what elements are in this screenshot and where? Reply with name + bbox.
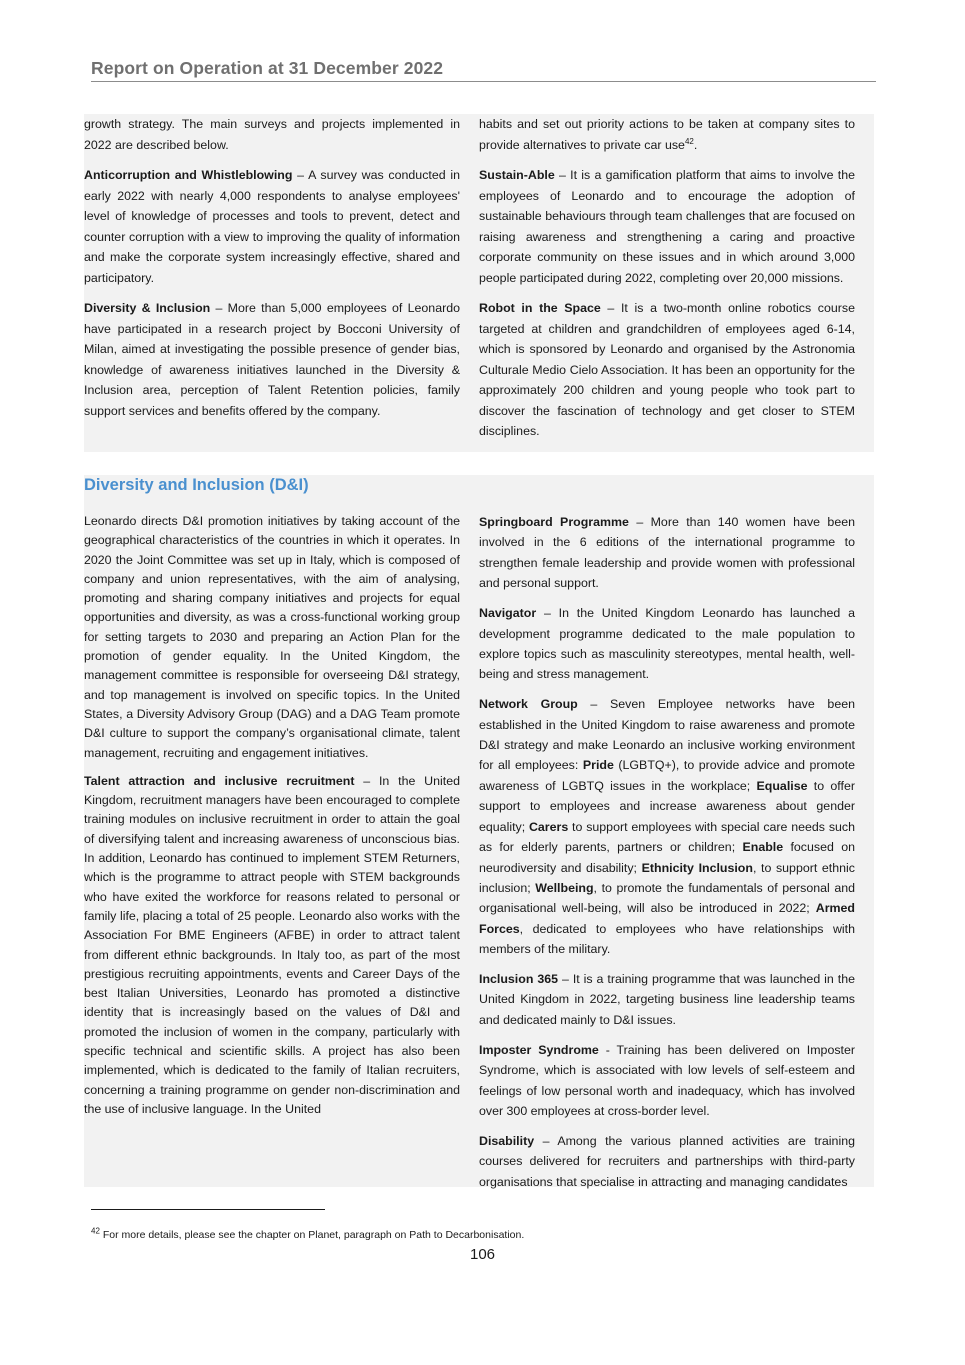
network-equalise: Equalise [756,778,808,793]
disability-text: – Among the various planned activities are training courses delivered for recruiters and partnerships with third-party organisations that specialise in attracting and managing candidates [479,1133,855,1189]
springboard-paragraph [479,512,855,594]
springboard-title: Springboard Programme [479,515,629,529]
network-armed-forces: Armed Forces [479,901,855,936]
talent-title: Talent attraction and inclusive recruitment [84,773,355,788]
network-ethnicity: Ethnicity Inclusion [641,860,753,875]
network-wellbeing: Wellbeing [535,880,594,895]
network-text: , to support ethnic inclusion; [479,860,855,895]
report-title: Report on Operation at 31 December 2022 [91,58,444,78]
anticorruption-text: – A survey was conducted in early 2022 with nearly 4,000 respondents to analyse employees' level of knowledge of processes and tools to prevent, detect and counter corruption with a view to improving the quality of information and make the corporate system increasingly effective, shared and participatory. [84,168,460,285]
footnote-text: For more details, please see the chapter on Planet, paragraph on Path to Decarbonisation. [99,1229,525,1241]
network-group-paragraph [479,694,855,959]
diversity-survey-paragraph [84,298,460,421]
inclusion365-paragraph [479,969,855,1030]
network-text: – Seven Employee networks have been established in the United Kingdom to raise awareness and promote D&I strategy and make Leonardo an inclusive working environment for all employees: [479,697,856,773]
network-text: (LGBTQ+), to provide advice and promote awareness of LGBTQ issues in the workplace; [479,758,855,793]
habits-text-end: . [693,137,698,152]
dei-right-column [479,512,855,1202]
network-text: to support employees with special care needs such as for elderly parents, partners or children; [479,819,855,855]
inclusion365-text: – It is a training programme that was launched in the United Kingdom in 2022, targeting business line leadership teams and dedicated mainly to D&I issues. [479,972,855,1027]
springboard-text: – More than 140 women have been involved in the 6 editions of the international programme to strengthen female leadership and provide women with professional and personal support. [479,515,855,591]
navigator-paragraph [479,603,855,685]
report-header [91,58,876,82]
dei-intro-paragraph: Leonardo directs D&I promotion initiatives by taking account of the geographical characteristics of the countries in which it operates. In 2020 the Joint Committee was set up in Italy, which is composed of company and union representatives, with the aim of analysing, promoting and sharing company initiatives and projects for equal opportunities and diversity, as was a cross-functional working group for setting targets to 2030 and preparing an Action Plan for the promotion of gender equality. In the United Kingdom, the management committee is responsible for overseeing D&I strategy, and top management is involved on specific topics. In the United States, a Diversity Advisory Group (DAG) and a DAG Team promote D&I culture to support the company’s organisational climate, talent management, recruiting and engagement initiatives. [84,514,460,760]
diversity-survey-text: – More than 5,000 employees of Leonardo have participated in a research project by Bocconi University of Milan, aimed at investigating the possible presence of gender bias, knowledge of awareness initiatives launched in the Diversity & Inclusion area, perception of Talent Retention policies, family support services and benefits offered by the company. [84,301,460,418]
sustainable-text: – It is a gamification platform that aims to involve the employees of Leonardo and to encourage the adoption of sustainable behaviours through team challenges that are focused on raising awareness and strengthening a caring and proactive corporate community on these issues and in which around 3,000 people participated during 2022, completing over 20,000 missions. [479,168,855,285]
talent-paragraph [84,772,460,1119]
footnote-reference[interactable]: 42 [684,136,694,146]
surveys-right-column [479,114,855,452]
imposter-text: - Training has been delivered on Imposter Syndrome, which is associated with low levels of self-esteem and feelings of low personal worth and inadequacy, which has involved over 300 employees at cross-border level. [479,1042,855,1118]
inclusion365-title: Inclusion 365 [479,972,559,987]
disability-title: Disability [479,1133,535,1148]
robot-title: Robot in the Space [479,301,601,315]
diversity-survey-title: Diversity & Inclusion [84,301,211,315]
robot-paragraph [479,298,855,442]
network-text: , to promote the fundamentals of personal and organisational well-being, will also be introduced in 2022; [479,880,855,916]
imposter-title: Imposter Syndrome [479,1042,599,1057]
sustainable-paragraph [479,165,855,288]
dei-section-title: Diversity and Inclusion (D&I) [84,476,309,494]
page-number: 106 [469,1246,496,1263]
disability-paragraph [479,1131,855,1192]
network-text: to offer support to employees and increase awareness about gender equality; [479,778,855,834]
habits-paragraph [479,114,855,155]
network-text: focused on neurodiversity and disability; [479,840,855,875]
network-enable: Enable [742,840,784,855]
network-pride: Pride [582,758,614,773]
robot-text: – It is a two-month online robotics course targeted at children and grandchildren of employees aged 6-14, which is sponsored by Leonardo and organised by the Astronomia Culturale Medio Cielo Association. It has been an opportunity for the approximately 200 children and young people who took part to discover the fascination of technology and get closer to STEM disciplines. [479,301,855,438]
footnote-number: 42 [91,1226,100,1236]
network-text: , dedicated to employees who have relationships with members of the military. [479,921,855,957]
anticorruption-title: Anticorruption and Whistleblowing [84,168,293,182]
anticorruption-paragraph [84,165,460,288]
navigator-text: – In the United Kingdom Leonardo has launched a development programme dedicated to the male population to explore topics such as masculinity stereotypes, mental health, well-being and stress management. [479,606,855,682]
surveys-left-column [84,114,460,431]
sustainable-title: Sustain-Able [479,168,555,182]
footnote-divider [91,1209,325,1210]
habits-text: habits and set out priority actions to be taken at company sites to provide alternatives to private car use [479,117,855,152]
surveys-intro-paragraph: growth strategy. The main surveys and projects implemented in 2022 are described below. [84,117,460,152]
talent-text: – In the United Kingdom, recruitment managers have been encouraged to complete training modules on inclusive recruitment in order to attain the goal of diversifying talent and increasing awareness of unconscious bias. In addition, Leonardo has continued to implement STEM Returners, which is the programme to attract people with STEM backgrounds who have exited the workforce for reasons related to personal or family life, placing a total of 25 people. Leonardo also works with the Association For BME Engineers (AFBE) in order to attract talent from different ethnic backgrounds. In Italy too, as part of the most prestigious recruiting appointments, events and Career Days of the best Italian Universities, Leonardo has promoted a distinctive identity that is increasingly based on the values of D&I and promoted the inclusion of women in the company, particularly with specific technical and scientific skills. A project has also been implemented, which is dedicated to the family of Italian recruiters, concerning a training programme on gender non-discrimination and the use of inclusive language. In the United [84,773,460,1116]
dei-left-column [84,512,460,1128]
network-carers: Carers [528,819,569,834]
imposter-paragraph [479,1040,855,1122]
navigator-title: Navigator [479,606,537,621]
network-group-title: Network Group [479,697,578,712]
footnote [91,1226,525,1241]
